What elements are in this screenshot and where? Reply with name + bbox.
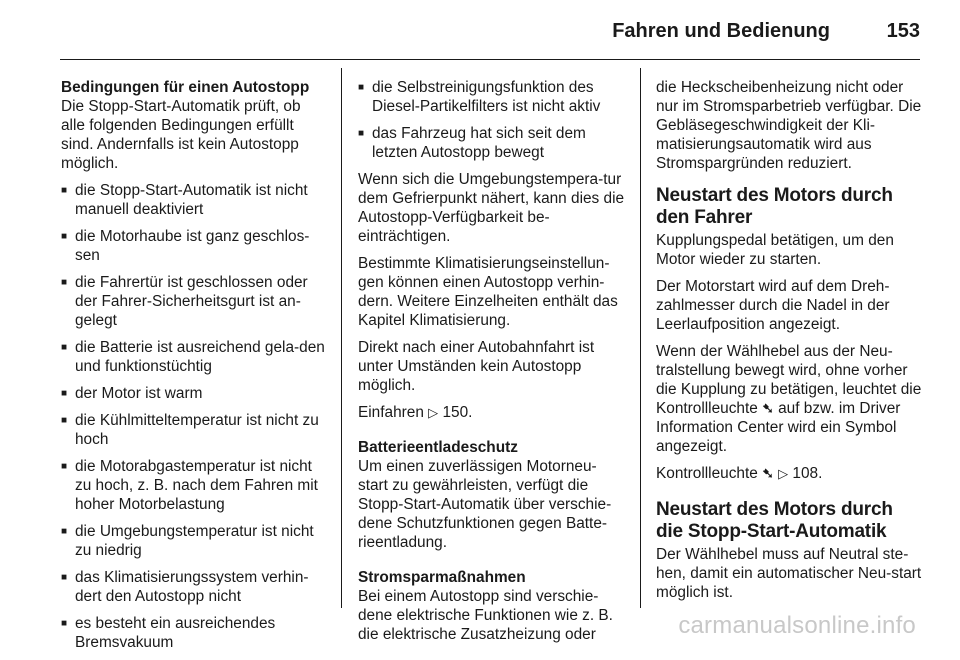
stop-start-indicator-icon: ➷	[762, 400, 774, 416]
condition-list-continued	[358, 78, 626, 162]
list-item: ■ die Selbstreinigungsfunktion des Diesel-Partikelfilters ist nicht aktiv	[358, 78, 626, 116]
condition-list	[61, 181, 327, 652]
page-reference-link[interactable]: 150.	[442, 404, 473, 421]
paragraph-cross-reference	[358, 403, 626, 422]
chapter-title: Fahren und Bedienung	[612, 20, 830, 42]
page-number: 153	[886, 20, 920, 42]
subheading-power-saving: Stromsparmaßnahmen	[358, 569, 526, 586]
column-1	[61, 78, 327, 660]
list-item: ■ die Fahrertür ist geschlossen oder der Fahrer-Sicherheitsgurt ist an-gelegt	[61, 273, 327, 330]
paragraph: Um einen zuverlässigen Motorneu-start zu gewährleisten, verfügt die Stopp-Start-Automatik über verschie-dene Schutzfunktionen gegen Batte-rieentladung.	[358, 458, 612, 551]
column-divider-2	[640, 68, 641, 608]
list-item: ■ die Batterie ist ausreichend gela-den und funktionstüchtig	[61, 338, 327, 376]
paragraph: Der Wählhebel muss auf Neutral ste-hen, damit ein automatischer Neu-start möglich ist.	[656, 546, 922, 601]
paragraph: Direkt nach einer Autobahnfahrt ist unter Umständen kein Autostopp möglich.	[358, 339, 595, 394]
subheading-battery-protection: Batterieentladeschutz	[358, 439, 518, 456]
watermark: carmanualsonline.info	[678, 612, 916, 639]
text-part: auf bzw. im Driver Information Center wird ein Symbol angezeigt.	[656, 400, 901, 455]
reference-text: Kontrollleuchte	[656, 465, 758, 482]
page-reference-icon: ▷	[428, 405, 439, 420]
list-item: ■ das Fahrzeug hat sich seit dem letzten Autostopp bewegt	[358, 124, 626, 162]
list-item: ■ das Klimatisierungssystem verhin-dert den Autostopp nicht	[61, 568, 327, 606]
list-item: ■ die Motorabgastemperatur ist nicht zu hoch, z. B. nach dem Fahren mit hoher Motorbelastung	[61, 457, 327, 514]
list-item: ■ es besteht ein ausreichendes Bremsvakuum	[61, 614, 327, 652]
column-3	[656, 78, 924, 610]
text-part: Wenn der Wählhebel aus der Neu-tralstellung bewegt wird, ohne vorher die Kupplung zu betätigen, leuchtet die Kontrollleuchte	[656, 343, 922, 417]
column-divider-1	[341, 68, 342, 608]
heading-restart-by-system: Neustart des Motors durch die Stopp-Start-Automatik	[656, 499, 893, 542]
paragraph: Der Motorstart wird auf dem Dreh-zahlmesser durch die Nadel in der Leerlaufposition angezeigt.	[656, 278, 890, 333]
paragraph: die Heckscheibenheizung nicht oder nur im Stromsparbetrieb verfügbar. Die Gebläsegeschwindigkeit der Kli-matisierungsautomatik wird aus Stromspargründen reduziert.	[656, 79, 922, 172]
list-item: ■ die Motorhaube ist ganz geschlos-sen	[61, 227, 327, 265]
list-item: ■ die Stopp-Start-Automatik ist nicht manuell deaktiviert	[61, 181, 327, 219]
page-header	[0, 0, 960, 60]
list-item: ■ der Motor ist warm	[61, 384, 327, 403]
list-item: ■ die Kühlmitteltemperatur ist nicht zu hoch	[61, 411, 327, 449]
column-2	[358, 78, 626, 652]
header-rule	[60, 59, 920, 60]
paragraph-with-indicator	[656, 342, 924, 456]
heading-restart-by-driver: Neustart des Motors durch den Fahrer	[656, 185, 893, 228]
paragraph: Die Stopp-Start-Automatik prüft, ob alle folgenden Bedingungen erfüllt sind. Andernfalls ist kein Autostopp möglich.	[61, 98, 301, 172]
paragraph-cross-reference	[656, 464, 924, 483]
paragraph: Bestimmte Klimatisierungseinstellun-gen können einen Autostopp verhin-dern. Weitere Einzelheiten enthält das Kapitel Klimatisierung.	[358, 255, 618, 329]
page-reference-link[interactable]: 108.	[792, 465, 823, 482]
stop-start-indicator-icon: ➷	[762, 465, 774, 481]
paragraph: Bei einem Autostopp sind verschie-dene elektrische Funktionen wie z. B. die elektrische Zusatzheizung oder	[358, 588, 613, 643]
reference-text: Einfahren	[358, 404, 424, 421]
page-reference-icon: ▷	[778, 466, 789, 481]
subheading-autostopp-conditions: Bedingungen für einen Autostopp	[61, 79, 310, 96]
list-item: ■ die Umgebungstemperatur ist nicht zu niedrig	[61, 522, 327, 560]
paragraph: Kupplungspedal betätigen, um den Motor wieder zu starten.	[656, 232, 894, 268]
paragraph: Wenn sich die Umgebungstempera-tur dem Gefrierpunkt nähert, kann dies die Autostopp-Verfügbarkeit be-einträchtigen.	[358, 171, 625, 245]
